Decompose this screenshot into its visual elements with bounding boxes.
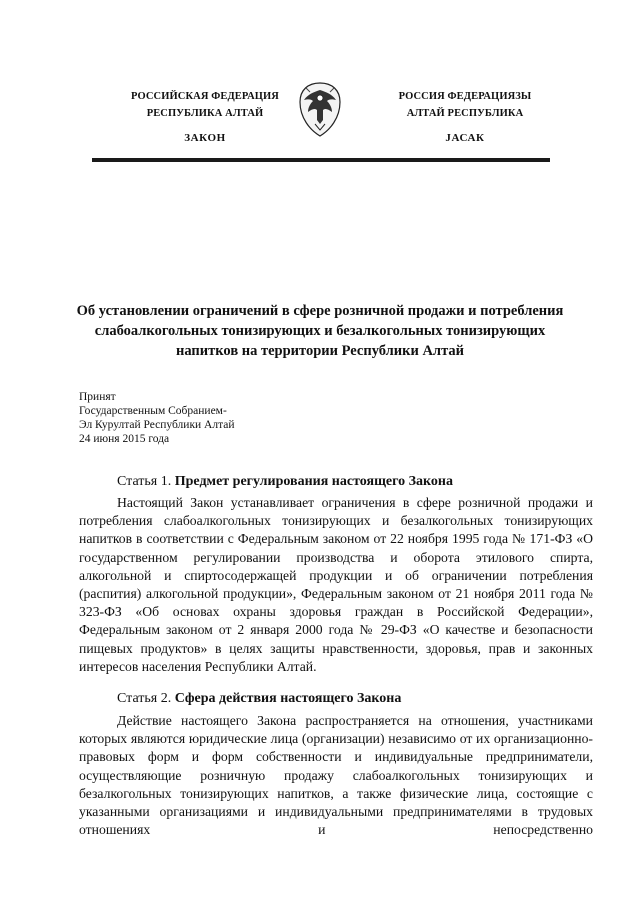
header-right bbox=[355, 88, 575, 147]
article-1-number: Статья 1. bbox=[117, 474, 172, 489]
header-republic-ru: РЕСПУБЛИКА АЛТАЙ bbox=[146, 108, 264, 119]
article-2-number: Статья 2. bbox=[117, 691, 172, 706]
coat-of-arms-emblem-icon bbox=[296, 80, 344, 138]
adoption-block bbox=[79, 390, 339, 446]
header-divider bbox=[92, 158, 550, 162]
adoption-date: 24 июня 2015 года bbox=[79, 433, 170, 445]
article-2-text bbox=[79, 712, 593, 839]
header-republic-alt: АЛТАЙ РЕСПУБЛИКА bbox=[406, 108, 524, 119]
article-2-title: Сфера действия настоящего Закона bbox=[174, 691, 402, 706]
adoption-line-3: Эл Курултай Республики Алтай bbox=[79, 419, 235, 431]
header-country-ru: РОССИЙСКАЯ ФЕДЕРАЦИЯ bbox=[131, 91, 279, 102]
adoption-line-2: Государственным Собранием- bbox=[79, 405, 227, 417]
header-country-alt: РОССИЯ ФЕДЕРАЦИЯЗЫ bbox=[398, 91, 532, 102]
header-doc-type-ru: ЗАКОН bbox=[184, 132, 226, 144]
article-2-heading bbox=[117, 689, 401, 709]
law-title: Об установлении ограничений в сфере розничной продажи и потребления слабоалкогольных тонизирующих и безалкогольных тонизирующих напитков на территории Республики Алтай bbox=[76, 303, 564, 359]
article-1-text: Настоящий Закон устанавливает ограничения в сфере розничной продажи и потребления слабоалкогольных тонизирующих и безалкогольных тонизирующих напитков в соответствии с Федеральным законом от 22 ноября 1995 года № 171-ФЗ «О государственном регулировании производства и оборота этилового спирта, алкогольной и спиртосодержащей продукции и об ограничении потребления (распития) алкогольной продукции», Федеральным законом от 21 ноября 2011 года № 323-ФЗ «Об основах охраны здоровья граждан в Российской Федерации», Федеральным законом от 2 января 2000 года № 29-ФЗ «О качестве и безопасности пищевых продуктов» в целях защиты нравственности, здоровья, прав и законных интересов населения Республики Алтай. bbox=[79, 495, 593, 674]
article-1-heading bbox=[117, 472, 453, 492]
article-2-text-body: Действие настоящего Закона распространяется на отношения, участниками которых являются юридические лица (организации) независимо от их организационно-правовых форм и форм собственности и индивидуальные предприниматели, осуществляющие розничную продажу слабоалкогольных тонизирующих и безалкогольных тонизирующих напитков, а также физические лица, состоящие с указанными организациями и индивидуальными предпринимателями в трудовых отношениях и непосредственно bbox=[79, 713, 593, 838]
adoption-line-1: Принят bbox=[79, 391, 116, 403]
header-doc-type-alt: JАСАК bbox=[445, 132, 485, 144]
header-left bbox=[95, 88, 315, 147]
article-1-title: Предмет регулирования настоящего Закона bbox=[174, 474, 453, 489]
